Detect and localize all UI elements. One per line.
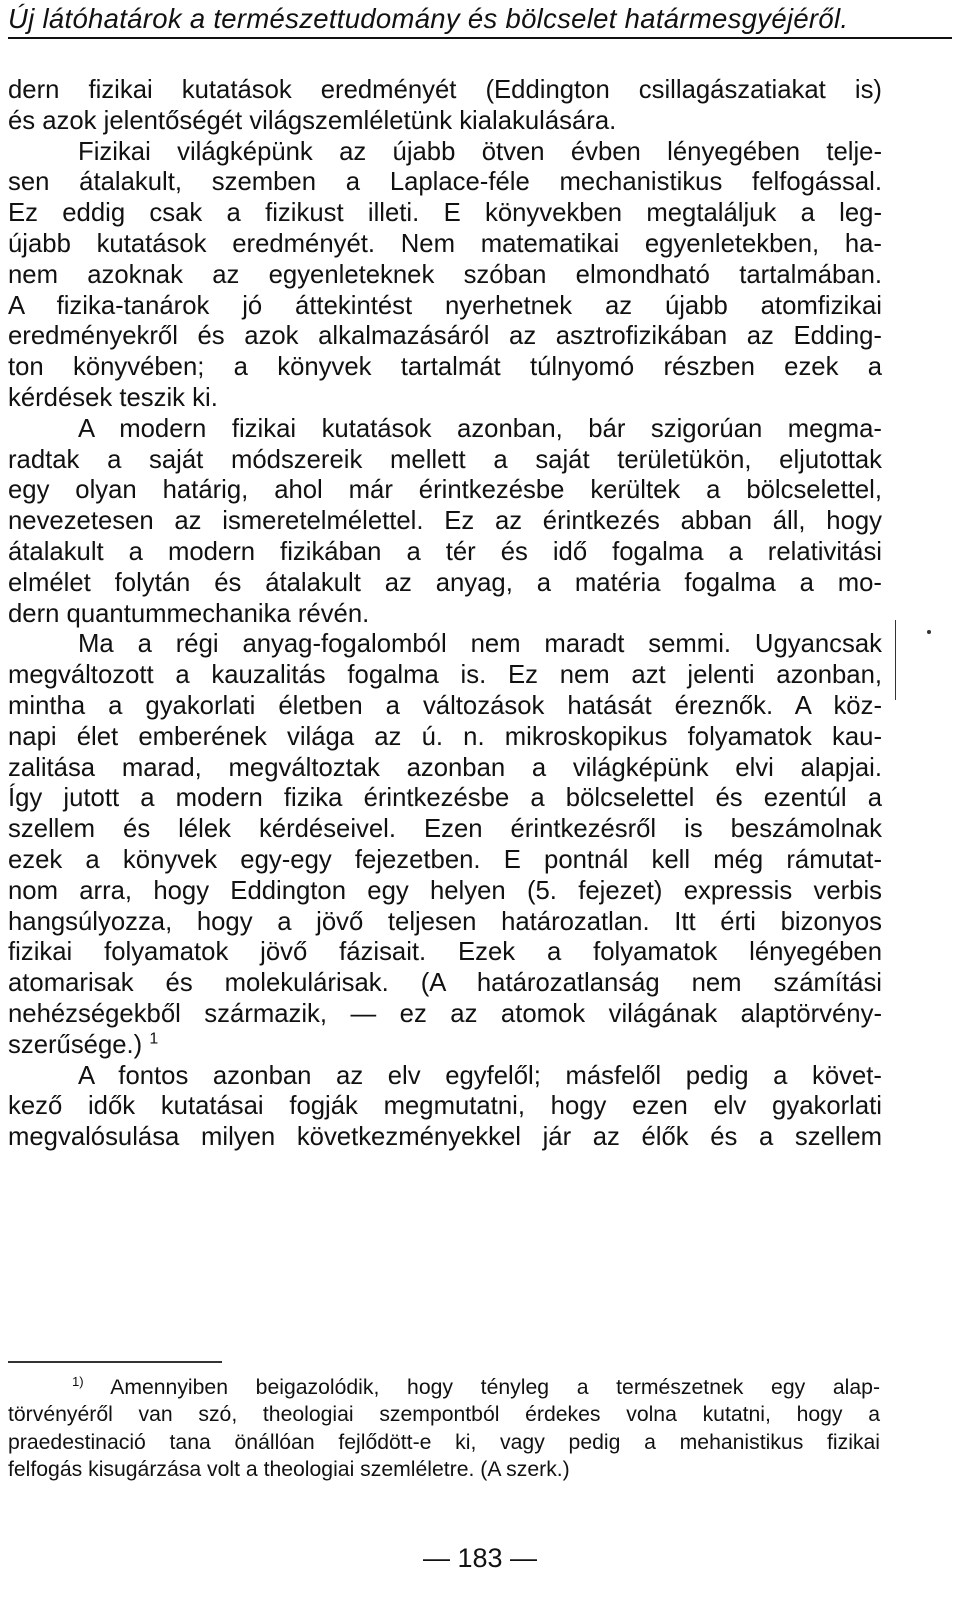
text-line-content: sen átalakult, szemben a Laplace-féle mechanistikus felfogással.: [8, 168, 882, 197]
text-line: [8, 876, 882, 907]
footnote-number: 1): [72, 1373, 84, 1389]
text-line-content: Fizikai világképünk az újabb ötven évben lényegében telje-: [78, 137, 882, 166]
text-line: [8, 137, 882, 168]
text-line: [8, 968, 882, 999]
text-line-content: szerűsége.): [8, 1030, 143, 1059]
text-line: [8, 753, 882, 784]
text-line-content: kező idők kutatásai fogják megmutatni, hogy ezen elv gyakorlati: [8, 1092, 882, 1121]
text-line: [8, 937, 882, 968]
text-line-content: egy olyan határig, ahol már érintkezésbe kerültek a bölcselettel,: [8, 476, 882, 505]
text-line-content: újabb kutatások eredményét. Nem matematikai egyenletekben, ha-: [8, 229, 882, 258]
text-line: [8, 1122, 882, 1153]
page-number: — 183 —: [422, 1543, 538, 1573]
text-line-content: Így jutott a modern fizika érintkezésbe a bölcselettel és ezentúl a: [8, 784, 882, 813]
text-line-content: megvalósulása milyen következményekkel jár az élők és a szellem: [8, 1123, 882, 1152]
text-line-content: és azok jelentőségét világszemléletünk kialakulására.: [8, 106, 617, 135]
text-line: [8, 629, 882, 660]
text-line: [8, 506, 882, 537]
text-line: [8, 383, 882, 414]
text-line: [8, 660, 882, 691]
text-line-content: zalitása marad, megváltoztak azonban a világképünk elvi alapjai.: [8, 753, 882, 782]
text-line-content: A fontos azonban az elv egyfelől; másfelől pedig a követ-: [78, 1061, 882, 1090]
footnote-line: [8, 1456, 880, 1483]
text-line-content: megváltozott a kauzalitás fogalma is. Ez nem azt jelenti azonban,: [8, 661, 882, 690]
text-line: [8, 260, 882, 291]
text-line: [8, 537, 882, 568]
text-line: [8, 321, 882, 352]
text-line: [8, 1091, 882, 1122]
text-line-content: nom arra, hogy Eddington egy helyen (5. fejezet) expressis verbis: [8, 876, 882, 905]
text-line-content: kérdések teszik ki.: [8, 383, 218, 412]
text-line-content: hangsúlyozza, hogy a jövő teljesen határozatlan. Itt érti bizonyos: [8, 907, 882, 936]
text-line: [8, 845, 882, 876]
text-line: [8, 568, 882, 599]
footnote-line-content: Amennyiben beigazolódik, hogy tényleg a természetnek egy alap-: [110, 1376, 881, 1399]
footnote-marker: 1: [149, 1030, 159, 1048]
footnote-line: [8, 1374, 880, 1401]
text-line: [8, 599, 882, 630]
footnote-line-content: felfogás kisugárzása volt a theologiai szemléletre. (A szerk.): [8, 1457, 570, 1481]
text-line-content: ton könyvében; a könyvek tartalmát túlnyomó részben ezek a: [8, 353, 882, 382]
text-line: [8, 1030, 882, 1061]
text-line-content: nehézségekből származik, — ez az atomok világának alaptörvény-: [8, 999, 882, 1028]
text-line-content: szellem és lélek kérdéseivel. Ezen érintkezésről is beszámolnak: [8, 815, 882, 844]
text-line: [8, 691, 882, 722]
running-header: Új látóhatárok a természettudomány és bölcselet határmesgyéjéről.: [8, 2, 952, 39]
footnote-line: [8, 1401, 880, 1428]
text-line: [8, 999, 882, 1030]
text-line-content: Ma a régi anyag-fogalomból nem maradt semmi. Ugyancsak: [78, 630, 882, 659]
footnotes: [8, 1374, 880, 1483]
text-line: [8, 907, 882, 938]
text-line-content: eredményekről és azok alkalmazásáról az asztrofizikában az Edding-: [8, 322, 882, 351]
text-line: [8, 722, 882, 753]
text-line-content: átalakult a modern fizikában a tér és idő fogalma a relativitási: [8, 537, 882, 566]
text-line-content: mintha a gyakorlati életben a változások hatását éreznők. A köz-: [8, 691, 882, 720]
text-line-content: ezek a könyvek egy-egy fejezetben. E pontnál kell még rámutat-: [8, 845, 882, 874]
text-line-content: nevezetesen az ismeretelmélettel. Ez az érintkezés abban áll, hogy: [8, 507, 882, 536]
text-line-content: radtak a saját módszereik mellett a saját területükön, eljutottak: [8, 445, 882, 474]
text-line: [8, 414, 882, 445]
text-line-content: Ez eddig csak a fizikust illeti. E könyvekben megtaláljuk a leg-: [8, 199, 882, 228]
text-line-content: A modern fizikai kutatások azonban, bár szigorúan megma-: [78, 414, 882, 443]
text-line: [8, 229, 882, 260]
text-line-content: elmélet folytán és átalakult az anyag, a matéria fogalma a mo-: [8, 568, 882, 597]
footnote-line: [8, 1429, 880, 1456]
text-line-content: dern fizikai kutatások eredményét (Eddington csillagászatiakat is): [8, 76, 882, 104]
body-text: [8, 75, 882, 1153]
text-line: [8, 783, 882, 814]
footnote-line-content: praedestinació tana önállóan fejlődött-e ki, vagy pedig a mehanistikus fizikai: [8, 1430, 880, 1454]
text-line-content: nem azoknak az egyenleteknek szóban elmondható tartalmában.: [8, 260, 882, 289]
margin-mark: [895, 620, 916, 700]
text-line-content: napi élet emberének világa az ú. n. mikroskopikus folyamatok kau-: [8, 722, 882, 751]
text-line: [8, 814, 882, 845]
text-line: [8, 352, 882, 383]
text-line-content: atomarisak és molekulárisak. (A határozatlanság nem számítási: [8, 969, 882, 998]
text-line: [8, 291, 882, 322]
text-line-content: A fizika-tanárok jó áttekintést nyerhetnek az újabb atomfizikai: [8, 291, 882, 320]
text-line: [8, 75, 882, 106]
text-line: [8, 198, 882, 229]
text-line: [8, 167, 882, 198]
footnote-line-content: törvényéről van szó, theologiai szempontból érdekes volna kutatni, hogy a: [8, 1403, 880, 1427]
text-line-content: fizikai folyamatok jövő fázisait. Ezek a folyamatok lényegében: [8, 938, 882, 967]
text-line: [8, 445, 882, 476]
text-line: [8, 475, 882, 506]
footnote-rule: [8, 1361, 222, 1363]
text-line-content: dern quantummechanika révén.: [8, 599, 370, 628]
margin-dot: [927, 630, 931, 634]
text-line: [8, 106, 882, 137]
text-line: [8, 1061, 882, 1092]
